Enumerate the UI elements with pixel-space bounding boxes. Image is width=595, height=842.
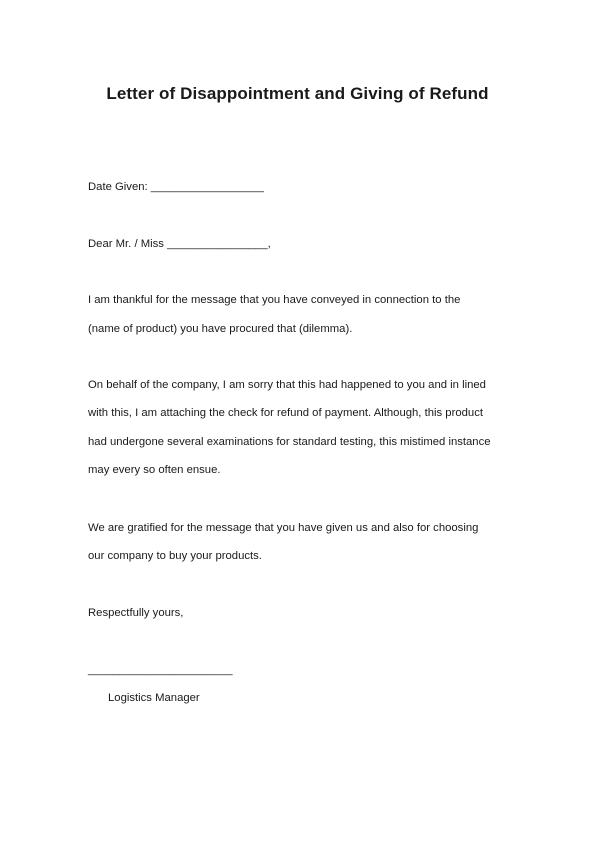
signature-title: Logistics Manager xyxy=(108,692,200,704)
paragraph-2-line-1: On behalf of the company, I am sorry that this had happened to you and in lined xyxy=(88,379,486,391)
date-line: Date Given: __________________ xyxy=(88,181,264,193)
paragraph-3-line-1: We are gratified for the message that you have given us and also for choosing xyxy=(88,522,479,534)
paragraph-3-line-2: our company to buy your products. xyxy=(88,550,262,562)
letter-title: Letter of Disappointment and Giving of Refund xyxy=(106,84,489,103)
paragraph-2-line-4: may every so often ensue. xyxy=(88,464,221,476)
paragraph-1-line-1: I am thankful for the message that you have conveyed in connection to the xyxy=(88,294,461,306)
paragraph-1-line-2: (name of product) you have procured that (dilemma). xyxy=(88,323,353,335)
salutation: Dear Mr. / Miss ________________, xyxy=(88,238,271,250)
paragraph-2-line-2: with this, I am attaching the check for refund of payment. Although, this product xyxy=(88,407,483,419)
closing: Respectfully yours, xyxy=(88,607,184,619)
paragraph-2-line-3: had undergone several examinations for standard testing, this mistimed instance xyxy=(88,436,491,448)
signature-line: _______________________ xyxy=(88,664,233,676)
